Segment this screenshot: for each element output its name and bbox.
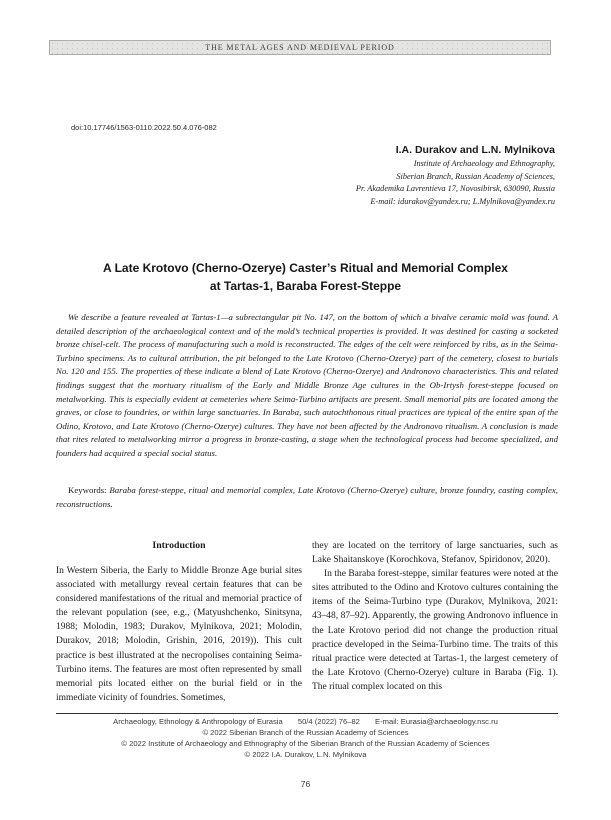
footer <box>0 717 611 761</box>
authors: I.A. Durakov and L.N. Mylnikova <box>395 144 555 156</box>
article-title-line: at Tartas-1, Baraba Forest-Steppe <box>209 278 402 293</box>
abstract <box>56 311 558 461</box>
section-heading-introduction: Introduction <box>152 540 206 551</box>
footer-copyright-line: © 2022 Institute of Archaeology and Ethnography of the Siberian Branch of the Russian Academy of Sciences <box>121 738 490 748</box>
footer-copyright-line: © 2022 Siberian Branch of the Russian Academy of Sciences <box>202 727 409 737</box>
right-column <box>312 538 558 705</box>
affiliation-line: Siberian Branch, Russian Academy of Sciences, <box>396 171 555 181</box>
body-paragraph: In the Baraba forest-steppe, similar features were noted at the sites attributed to the Odino and Krotovo cultures containing the items of the Seima-Turbino type (Durakov, Mylnikova, 2021: 43–48, 87–92). Apparently, the growing Andronovo influence in the Late Krotovo period did not change the production ritual practice developed in the Seima-Turbino time. The traits of this ritual practice were detected at Tartas-1, the largest cemetery of the Late Krotovo (Cherno-Ozerye) culture in Baraba (Fig. 1). The ritual complex located on this <box>312 569 558 692</box>
body-paragraph: they are located on the territory of large sanctuaries, such as Lake Shaitanskoye (Korochkova, Stefanov, Spiridonov, 2020). <box>312 541 558 566</box>
body-paragraph: In Western Siberia, the Early to Middle Bronze Age burial sites associated with metallurgy reveal certain features that can be considered manifestations of the ritual and memorial practice of the relevant population (see, e.g., (Matyushchenko, Sinitsyna, 1988; Molodin, 1983; Durakov, Mylnikova, 2021; Molodin, Durakov, 2018; Molodin, Grishin, 2016, 2019)). This cult practice is best illustrated at the necropolises containing Seima-Turbino items. The features are most often represented by small memorial pits located either on the burial field or in the immediate vicinity of foundries. Sometimes, <box>56 566 302 703</box>
keywords <box>56 484 558 511</box>
affiliation-line: Institute of Archaeology and Ethnography, <box>413 159 555 168</box>
footer-journal-line <box>0 717 611 728</box>
article-title-line: A Late Krotovo (Cherno-Ozerye) Caster’s Ritual and Memorial Complex <box>103 261 508 275</box>
affiliation-line: Pr. Akademika Lavrentieva 17, Novosibirsk, 630090, Russia <box>355 184 555 194</box>
running-head-label: THE METAL AGES AND MEDIEVAL PERIOD <box>205 43 395 52</box>
left-column <box>56 538 302 705</box>
footer-divider <box>56 713 558 714</box>
running-head-bar <box>49 40 551 55</box>
keywords-text: Baraba forest-steppe, ritual and memorial complex, Late Krotovo (Cherno-Ozerye) culture, bronze foundry, casting complex, reconstructions. <box>56 485 558 509</box>
abstract-text: We describe a feature revealed at Tartas-1—a subrectangular pit No. 147, on the bottom of which a bivalve ceramic mold was found. A detailed description of the archaeological context and of the mold’s technical properties is provided. It was destined for casting a socketed bronze chisel-celt. The process of manufacturing such a mold is reconstructed. The edges of the celt were reinforced by ribs, as in the Seima-Turbino specimens. As to cultural attribution, the pit belonged to the Late Krotovo (Cherno-Ozerye) part of the cemetery, closest to burials No. 120 and 155. The properties of these indicate a blend of Late Krotovo (Cherno-Ozerye) and Andronovo characteristics. This and related findings suggest that the mortuary ritualism of the Early and Middle Bronze Age cultures in the Ob-Irtysh forest-steppe focused on metalworking. This is especially evident at cemeteries where Seima-Turbino artifacts are present. Small memorial pits are located among the graves, or close to foundries, or within large sanctuaries. In Baraba, such autochthonous ritual practices are typical of the entire span of the Odino, Krotovo, and Late Krotovo (Cherno-Ozerye) cultures. They have not been affected by the Andronovo ritualism. A conclusion is made that rites related to metalworking mirror a progress in bronze-casting, a stage when the technological process had become specialized, and founders had acquired a special social status. <box>56 312 558 458</box>
doi: doi:10.17746/1563-0110.2022.50.4.076-082 <box>71 123 217 132</box>
page-number: 76 <box>300 779 311 789</box>
authors-block <box>356 144 555 208</box>
footer-issue-pages: 50/4 (2022) 76–82 <box>297 717 360 726</box>
two-column-body <box>56 538 558 705</box>
keywords-label: Keywords: <box>68 485 107 495</box>
footer-copyright-line: © 2022 I.A. Durakov, L.N. Mylnikova <box>244 749 367 759</box>
affiliation-email: E-mail: idurakov@yandex.ru; L.Mylnikova@yandex.ru <box>370 196 555 206</box>
footer-journal-name: Archaeology, Ethnology & Anthropology of Eurasia <box>113 717 283 726</box>
footer-email: E-mail: Eurasia@archaeology.nsc.ru <box>375 717 498 726</box>
article-title <box>0 260 611 295</box>
